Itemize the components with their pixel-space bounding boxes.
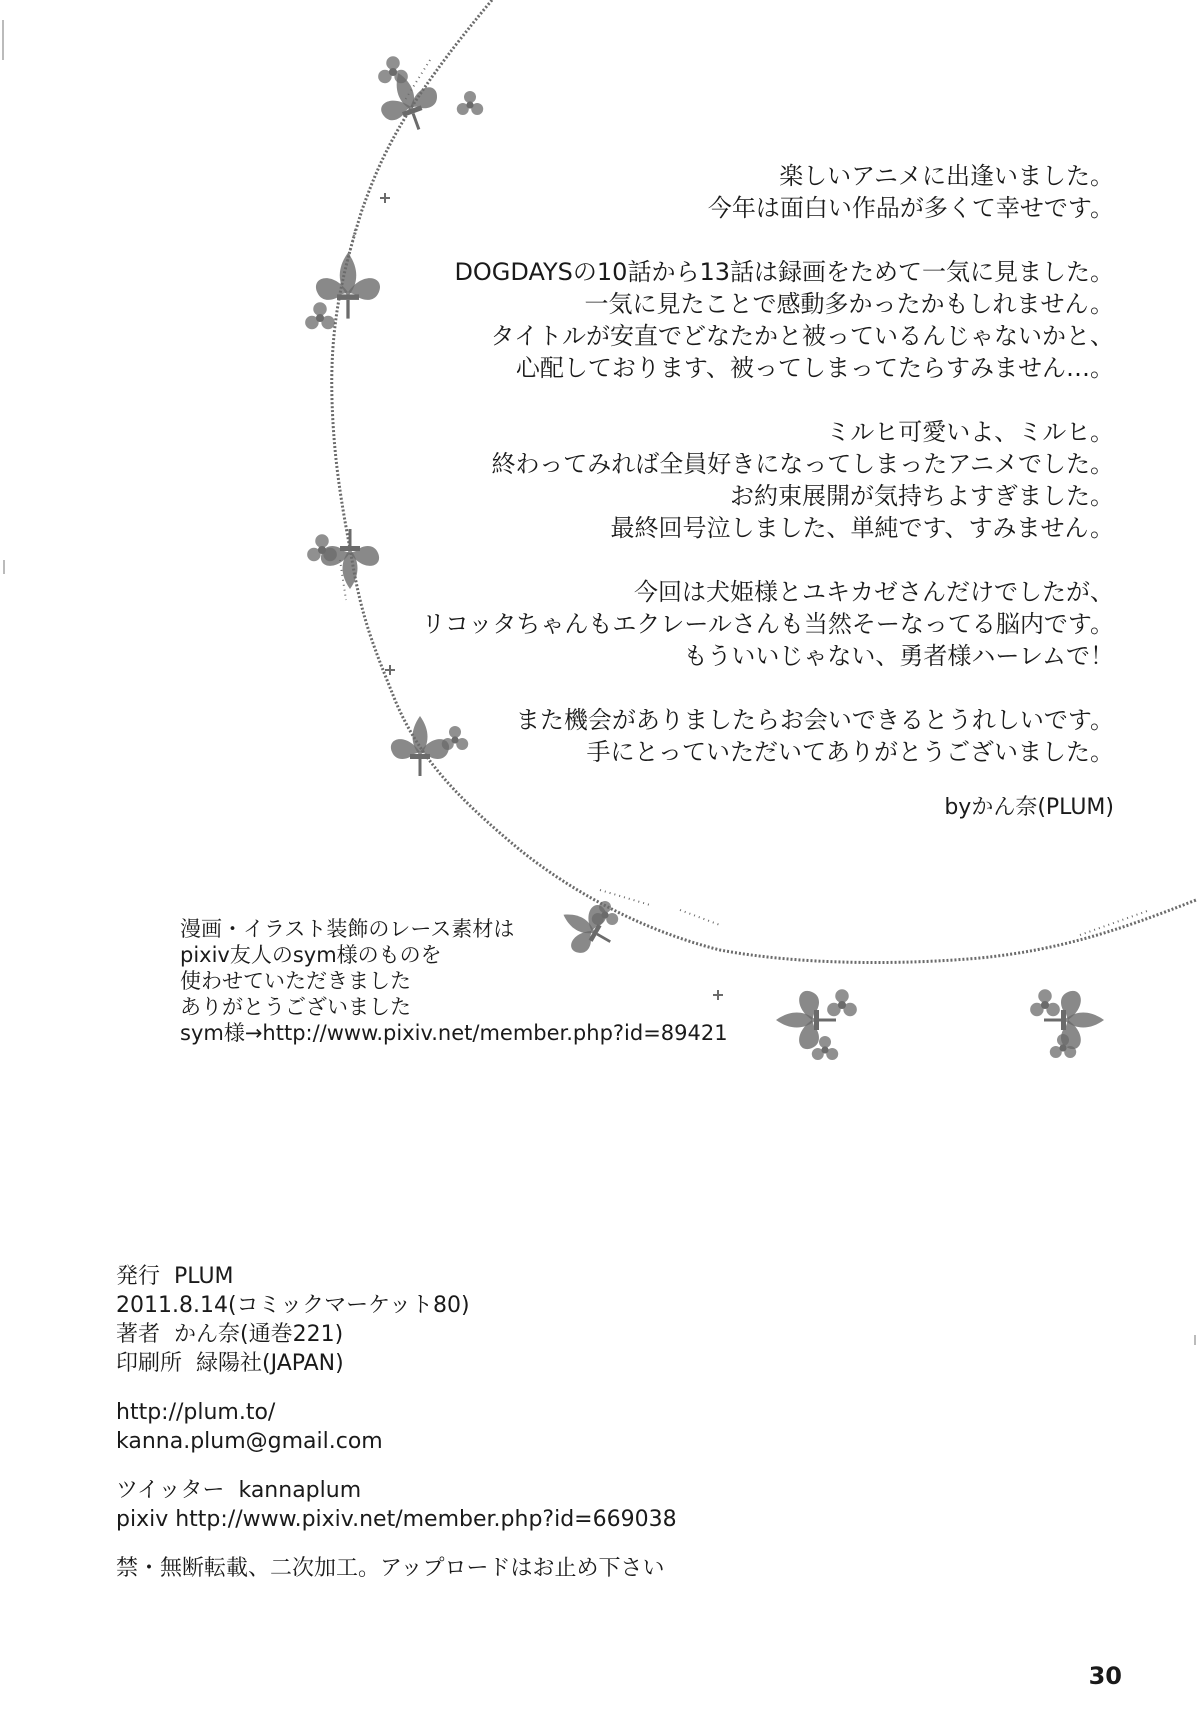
afterword-line: もういいじゃない、勇者様ハーレムで！ bbox=[683, 642, 1114, 670]
lace-clover bbox=[457, 91, 483, 115]
publisher-line bbox=[116, 1262, 876, 1291]
afterword-line: お約束展開が気持ちよすぎました。 bbox=[730, 482, 1114, 510]
author-label: 著者 bbox=[116, 1322, 161, 1347]
printer-label: 印刷所 bbox=[116, 1351, 183, 1376]
afterword-line: 楽しいアニメに出逢いました。 bbox=[779, 162, 1114, 190]
website-url: http://plum.to/ bbox=[116, 1400, 276, 1425]
credit-line: ありがとうございました bbox=[180, 995, 411, 1019]
lace-clover bbox=[378, 56, 408, 83]
credit-line: pixiv友人のsym様のものを bbox=[180, 943, 442, 967]
reproduction-notice: 禁・無断転載、二次加工。アップロードはお止め下さい bbox=[116, 1556, 665, 1581]
printer-line bbox=[116, 1349, 876, 1378]
contact-info bbox=[116, 1398, 876, 1456]
afterword-paragraph bbox=[354, 416, 1114, 544]
credit-line: 漫画・イラスト装飾のレース素材は bbox=[180, 917, 515, 941]
pixiv-line bbox=[116, 1505, 876, 1534]
afterword-line: 一気に見たことで感動多かったかもしれません。 bbox=[584, 290, 1114, 318]
colophon bbox=[116, 1262, 876, 1583]
author-signature: byかん奈(PLUM) bbox=[944, 795, 1114, 820]
author-name: かん奈(通巻221) bbox=[174, 1322, 344, 1347]
credit-line: 使わせていただきました bbox=[180, 969, 411, 993]
author-line bbox=[116, 1320, 876, 1349]
scan-edge-mark bbox=[3, 560, 5, 574]
afterword-line: DOGDAYSの10話から13話は録画をためて一気に見ました。 bbox=[454, 258, 1114, 286]
lace-material-credit bbox=[180, 916, 740, 1046]
printer-name: 緑陽社(JAPAN) bbox=[196, 1351, 344, 1376]
afterword-paragraph bbox=[354, 704, 1114, 768]
publisher-label: 発行 bbox=[116, 1264, 161, 1289]
email-address: kanna.plum@gmail.com bbox=[116, 1429, 383, 1454]
afterword-text bbox=[354, 160, 1114, 824]
twitter-handle: kannaplum bbox=[238, 1478, 362, 1503]
afterword-line: 今年は面白い作品が多くて幸せです。 bbox=[707, 194, 1114, 222]
pixiv-url: http://www.pixiv.net/member.php?id=669038 bbox=[175, 1507, 677, 1532]
publication-date: 2011.8.14(コミックマーケット80) bbox=[116, 1293, 470, 1318]
twitter-line bbox=[116, 1476, 876, 1505]
afterword-line: 最終回号泣しました、単純です、すみません。 bbox=[610, 514, 1114, 542]
lace-clover bbox=[305, 302, 335, 329]
lace-clover bbox=[827, 989, 857, 1016]
afterword-line: 手にとっていただいてありがとうございました。 bbox=[586, 738, 1114, 766]
page-number: 30 bbox=[1088, 1662, 1122, 1690]
afterword-paragraph bbox=[354, 160, 1114, 224]
credit-url-line: sym様→http://www.pixiv.net/member.php?id=89421 bbox=[180, 1021, 728, 1045]
twitter-label: ツイッター bbox=[116, 1478, 225, 1503]
scan-edge-mark bbox=[1194, 1335, 1196, 1345]
afterword-line: 終わってみれば全員好きになってしまったアニメでした。 bbox=[491, 450, 1114, 478]
afterword-line: リコッタちゃんもエクレールさんも当然そーなってる脳内です。 bbox=[421, 610, 1114, 638]
pixiv-label: pixiv bbox=[116, 1507, 169, 1532]
afterword-paragraph bbox=[354, 576, 1114, 672]
lace-clover bbox=[1030, 989, 1060, 1016]
publisher-name: PLUM bbox=[174, 1264, 234, 1289]
afterword-line: タイトルが安直でどなたかと被っているんじゃないかと、 bbox=[490, 322, 1114, 350]
scan-edge-mark bbox=[2, 20, 4, 60]
social-info bbox=[116, 1476, 876, 1534]
lace-fleur-motif bbox=[1044, 991, 1104, 1049]
afterword-line: ミルヒ可愛いよ、ミルヒ。 bbox=[826, 418, 1114, 446]
afterword-line: 今回は犬姫様とユキカゼさんだけでしたが、 bbox=[634, 578, 1114, 606]
publication-info bbox=[116, 1262, 876, 1378]
afterword-line: また機会がありましたらお会いできるとうれしいです。 bbox=[515, 706, 1114, 734]
afterword-line: 心配しております、被ってしまってたらすみません…。 bbox=[515, 354, 1114, 382]
afterword-paragraph bbox=[354, 256, 1114, 384]
